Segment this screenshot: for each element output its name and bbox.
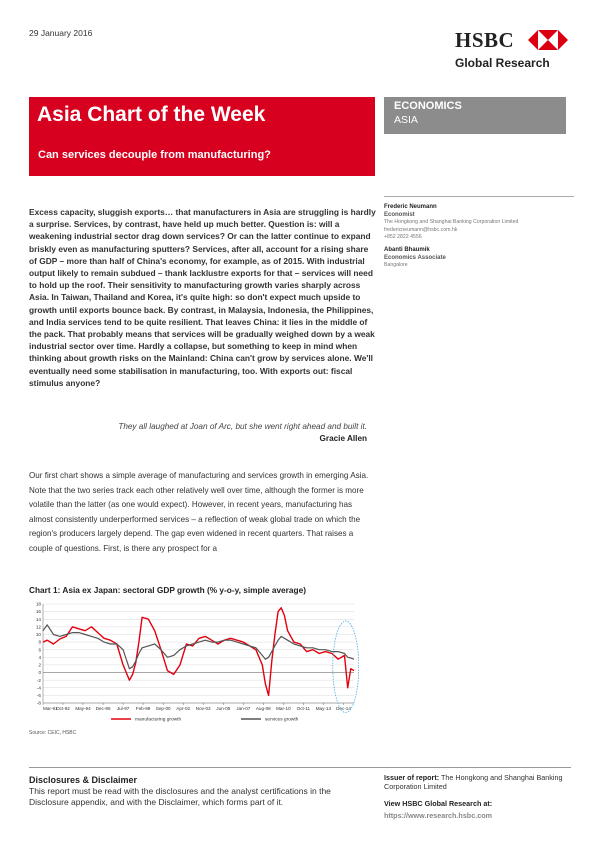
analyst-title: Economist [384, 212, 415, 218]
y-tick-label: 12 [35, 624, 41, 630]
quote-text: They all laughed at Joan of Arc, but she went right ahead and built it. [118, 422, 367, 431]
chart-title: Chart 1: Asia ex Japan: sectoral GDP growth (% y-o-y, simple average) [29, 585, 306, 595]
analyst-entry [384, 246, 574, 270]
analyst-name: Abanti Bhaumik [384, 246, 430, 253]
legend-label: services growth [265, 717, 299, 723]
analyst-company: The Hongkong and Shanghai Banking Corporation Limited [384, 219, 519, 225]
disclosures-title: Disclosures & Disclaimer [29, 775, 138, 785]
issuer-value: The Hongkong and Shanghai Banking Corporation Limited [384, 773, 563, 791]
y-tick-label: -6 [36, 692, 41, 698]
x-tick-label: Dec-14 [336, 706, 351, 711]
report-title: Asia Chart of the Week [37, 103, 266, 126]
x-tick-label: Aug-08 [255, 706, 271, 711]
x-tick-label: Oct-11 [296, 706, 311, 711]
y-tick-label: 0 [38, 670, 41, 676]
quote-block [29, 421, 367, 445]
analyst-email[interactable]: fredericneumann@hsbc.com.hk [384, 226, 458, 233]
y-tick-label: 4 [38, 654, 41, 660]
issuer-label: Issuer of report: [384, 773, 440, 782]
x-tick-label: Nov-03 [195, 706, 211, 711]
legend-label: manufacturing growth [135, 717, 182, 723]
sectoral-growth-chart [29, 598, 359, 728]
y-tick-label: -2 [36, 677, 41, 683]
report-subtitle: Can services decouple from manufacturing? [38, 149, 271, 161]
x-tick-label: Sep-00 [155, 706, 171, 711]
chart-source: Source: CEIC, HSBC [29, 730, 77, 736]
title-banner [29, 97, 375, 176]
x-tick-label: Jun-05 [216, 706, 231, 711]
y-tick-label: -4 [36, 685, 41, 691]
issuer-info [384, 773, 574, 791]
brand-name: HSBC [455, 28, 515, 52]
analyst-title: Economics Associate [384, 254, 446, 261]
x-tick-label: May-94 [75, 706, 91, 711]
analyst-panel [384, 196, 574, 269]
manufacturing-series-line [43, 608, 354, 696]
analyst-location: Bangalore [384, 261, 408, 268]
analyst-entry [384, 203, 574, 242]
x-tick-label: Mar-91 [43, 706, 58, 711]
x-tick-label: Feb-99 [135, 706, 151, 711]
sector-label: ECONOMICS [394, 100, 462, 112]
footer-divider [29, 767, 571, 768]
x-tick-label: Dec-95 [95, 706, 111, 711]
view-research-label: View HSBC Global Research at: [384, 799, 493, 808]
x-tick-label: Jan-07 [236, 706, 251, 711]
x-tick-label: Apr-02 [176, 706, 191, 711]
quote-author: Gracie Allen [319, 434, 367, 443]
analyst-name: Frederic Neumann [384, 204, 437, 210]
y-tick-label: 18 [35, 601, 41, 607]
analyst-phone: +852 2822 4556 [384, 234, 422, 240]
report-date: 29 January 2016 [29, 28, 93, 38]
brand-subtitle: Global Research [455, 56, 550, 70]
y-tick-label: -8 [36, 700, 41, 706]
y-tick-label: 8 [38, 639, 41, 645]
y-tick-label: 16 [35, 609, 41, 615]
hsbc-hexagon-icon [528, 30, 568, 50]
y-tick-label: 2 [38, 662, 41, 668]
x-tick-label: Jul-97 [116, 706, 130, 711]
y-tick-label: 14 [35, 616, 41, 622]
x-tick-label: Mar-10 [276, 706, 291, 711]
research-url-link[interactable]: https://www.research.hsbc.com [384, 811, 492, 820]
disclosures-text: This report must be read with the disclosures and the analyst certifications in the Disclosure appendix, and with the Disclaimer, which forms part of it. [29, 786, 331, 807]
hsbc-logo [455, 28, 573, 74]
x-tick-label: May-13 [315, 706, 332, 711]
y-tick-label: 10 [35, 632, 41, 638]
analyst-divider [384, 196, 574, 197]
body-paragraph: Our first chart shows a simple average of manufacturing and services growth in emerging Asia. Note that the two series track each other relatively well over time, although the former is more volatile than the latter (as one would expect). However, in recent years, manufacturing has almost consistently underperformed services – a reflection of weak global trade on which the region's producers largely depend. The gap even widened in recent quarters. That raises a couple of questions. First, is there any prospect for a [29, 471, 369, 553]
lead-paragraph: Excess capacity, sluggish exports… that manufacturers in Asia are struggling is hardly a surprise. Services, by contrast, have held up much better. Question is: will a weakening industrial sector drag down services? Or can the latter continue to expand briskly even as manufacturing sputters? Services, after all, account for a rising share of GDP – more than half of China's economy, for example, as of 2015. With industrial output likely to remain subdued – thank lacklustre exports for that – services will need to hold up the roof. Their sensitivity to manufacturing growth varies sharply across Asia. In Taiwan, Thailand and Korea, it's quite high: so don't expect much upside to growth until exports bounce back. By contrast, in Malaysia, Indonesia, the Philippines, and India services tend to be quite resilient. That leaves China: it lies in the middle of the pack. That probably means that services will be gradually weighed down by a weak industrial sector over time. Hardly a collapse, but something to keep in mind when thinking about growth risks on the Mainland: China can't grow by services alone. We'll eventually need some stabilisation in manufacturing, too. With exports out: fiscal stimulus anyone? [29, 207, 376, 388]
sector-box [384, 97, 566, 134]
x-tick-label: Oct-92 [56, 706, 70, 711]
region-label: ASIA [394, 114, 418, 126]
services-series-line [43, 625, 354, 669]
y-tick-label: 6 [38, 647, 41, 653]
